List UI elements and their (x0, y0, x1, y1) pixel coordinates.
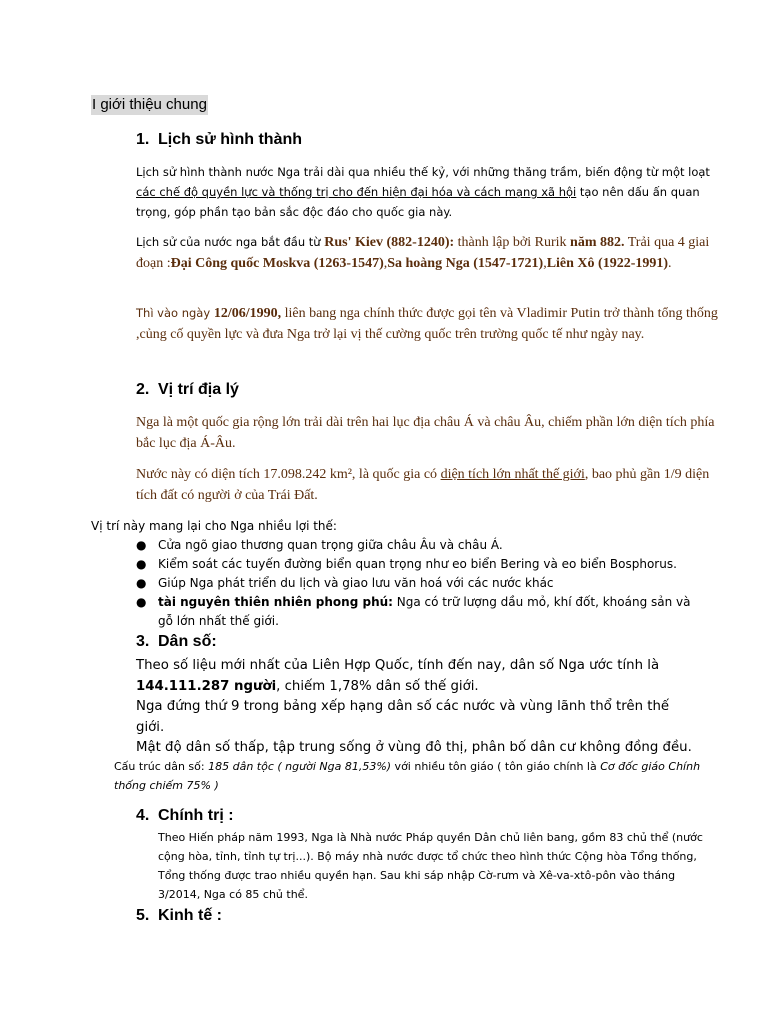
chapter-heading: I giới thiệu chung (92, 96, 207, 113)
list-item-text: Nga có trữ lượng dầu mỏ, khí đốt, khoáng sản và gỗ lớn nhất thế giới. (158, 595, 691, 628)
s1-p1-underlined: các chế độ quyền lực và thống trị cho đến hiện đại hóa và cách mạng xã hội (136, 185, 577, 199)
s3-l4-text-a: Cấu trúc dân số: (114, 760, 209, 773)
section-5-title: Kinh tế : (158, 907, 222, 924)
s1-p3-date: 12/06/1990, (213, 306, 282, 321)
section-2-heading (136, 380, 239, 400)
s1-p2-sa-hoang: Sa hoàng Nga (1547-1721) (387, 256, 544, 271)
s1-paragraph-3 (136, 303, 726, 345)
s1-p2-period: . (668, 256, 672, 271)
section-4-number: 4. (136, 807, 150, 824)
s3-line-1 (136, 656, 696, 697)
section-3-title: Dân số: (158, 633, 217, 650)
list-item (136, 555, 706, 574)
s1-p2-comma-2: , (543, 256, 547, 271)
list-item (136, 536, 706, 555)
list-item-bold: tài nguyên thiên nhiên phong phú: (158, 595, 393, 609)
bullet-icon: ● (136, 595, 147, 609)
s3-line-2: Nga đứng thứ 9 trong bảng xếp hạng dân số các nước và vùng lãnh thổ trên thế giới. (136, 699, 670, 735)
s2-p2-underlined: diện tích lớn nhất thế giới (440, 467, 585, 482)
section-4-heading (136, 806, 234, 826)
s1-p2-moskva: Đại Công quốc Moskva (1263-1547) (170, 256, 384, 271)
section-1-title: Lịch sử hình thành (158, 131, 303, 148)
s1-paragraph-1 (136, 162, 722, 222)
s2-advantages-list (136, 536, 706, 631)
s3-l1-text-c: , chiếm 1,78% dân số thế giới. (276, 678, 479, 694)
s2-paragraph-1: Nga là một quốc gia rộng lớn trải dài trên hai lục địa châu Á và châu Âu, chiếm phần lớn diện tích phía bắc lục địa Á-Âu. (136, 415, 715, 451)
s2-advantages-intro: Vị trí này mang lại cho Nga nhiều lợi thế: (91, 519, 337, 533)
s1-p2-rus-kiev: Rus' Kiev (882-1240): (324, 235, 455, 250)
s4-paragraph: Theo Hiến pháp năm 1993, Nga là Nhà nước Pháp quyền Dân chủ liên bang, gồm 83 chủ thể (nước cộng hòa, tỉnh, tỉnh tự trị...). Bộ máy nhà nước được tổ chức theo hình thức Cộng hòa Tổng thống, Tổng thống được trao nhiều quyền hạn. Sau khi sáp nhập Cờ-rưm và Xê-va-xtô-pôn vào tháng 3/2014, Nga có 85 chủ thể. (158, 831, 703, 901)
section-2-title: Vị trí địa lý (158, 381, 239, 398)
s3-population: 144.111.287 người (136, 678, 277, 694)
section-5-number: 5. (136, 907, 150, 924)
s2-p2-text-a: Nước này có diện tích 17.098.242 km², là quốc gia có (136, 467, 441, 482)
list-item-text: Giúp Nga phát triển du lịch và giao lưu văn hoá với các nước khác (158, 576, 554, 590)
s1-p1-text-a: Lịch sử hình thành nước Nga trải dài qua nhiều thế kỷ, với những thăng trầm, biến động từ một loạt (136, 165, 710, 179)
s3-line-3: Mật độ dân số thấp, tập trung sống ở vùng đô thị, phân bố dân cư không đồng đều. (136, 740, 692, 755)
s1-p3-text-a: Thì vào ngày (136, 306, 214, 320)
s1-p2-text-e: Trải qua 4 giai đoạn : (136, 235, 710, 271)
section-5-heading (136, 906, 222, 926)
s1-p2-year: năm 882. (570, 235, 625, 250)
s2-p2-text-b: , bao phủ gần 1/9 diện tích đất có người ở của Trái Đất. (136, 467, 710, 503)
section-3-number: 3. (136, 633, 150, 650)
bullet-icon: ● (136, 538, 147, 552)
s3-l4-text-c: với nhiều tôn giáo ( tôn giáo chính là (391, 760, 601, 773)
list-item (136, 574, 706, 593)
list-item-text: Kiểm soát các tuyến đường biển quan trọng như eo biển Bering và eo biển Bosphorus. (158, 557, 677, 571)
s1-p2-comma-1: , (383, 256, 388, 271)
s1-p2-lien-xo: Liên Xô (1922-1991) (546, 256, 669, 271)
section-1-heading (136, 130, 302, 150)
s3-l1-text-a: Theo số liệu mới nhất của Liên Hợp Quốc, tính đến nay, dân số Nga ước tính là (136, 658, 660, 673)
s1-p1-text-b: tạo nên dấu ấn quan trọng, góp phần tạo bản sắc độc đáo cho quốc gia này. (136, 185, 700, 219)
s3-l4-ethnic: 185 dân tộc ( người Nga 81,53%) (208, 760, 392, 773)
s1-p2-text-c: thành lập bởi Rurik (454, 235, 571, 250)
s3-l4-religion: Cơ đốc giáo Chính thống chiếm 75% ) (114, 760, 701, 792)
list-item-text: Cửa ngõ giao thương quan trọng giữa châu Âu và châu Á. (158, 538, 503, 552)
section-3-heading (136, 632, 217, 652)
bullet-icon: ● (136, 557, 147, 571)
section-4-title: Chính trị : (158, 807, 234, 824)
s1-p3-text-c: liên bang nga chính thức được gọi tên và Vladimir Putin trở thành tổng thống ,củng cố quyền lực và đưa Nga trở lại vị thế cường quốc trên trường quốc tế như ngày nay. (136, 306, 718, 342)
bullet-icon: ● (136, 576, 147, 590)
s2-paragraph-2 (136, 464, 716, 506)
s3-line-4 (114, 757, 704, 795)
section-2-number: 2. (136, 381, 150, 398)
list-item (136, 593, 706, 631)
s1-paragraph-2 (136, 232, 724, 274)
section-1-number: 1. (136, 131, 150, 148)
s1-p2-text-a: Lịch sử của nước nga bắt đầu từ (136, 235, 325, 249)
